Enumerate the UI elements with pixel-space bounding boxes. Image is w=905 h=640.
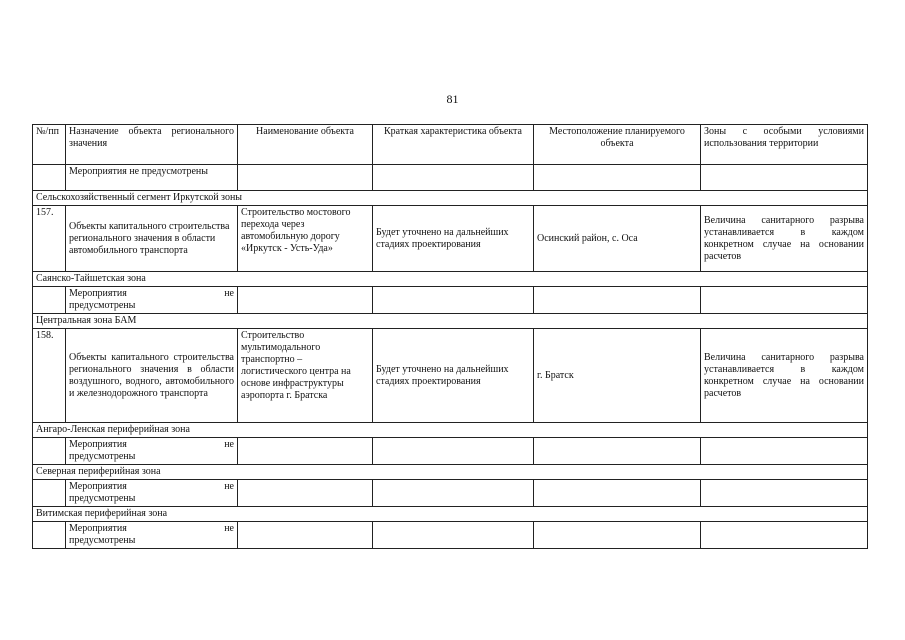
table-row-none — [33, 287, 868, 314]
planned-objects-table — [32, 124, 868, 549]
row-name: Строительство мостового перехода через автомобильную дорогу «Иркутск - Усть-Уда» — [238, 206, 373, 272]
table-header-row — [33, 125, 868, 165]
row-no-measures: Мероприятия не предусмотрены — [66, 480, 238, 507]
table-row-none — [33, 480, 868, 507]
section-row — [33, 423, 868, 438]
table-row-157 — [33, 206, 868, 272]
section-title: Саянско-Тайшетская зона — [33, 272, 868, 287]
row-name: Строительство мультимодального транспортно – логистического центра на основе инфраструктуры аэропорта г. Братска — [238, 329, 373, 423]
section-row — [33, 507, 868, 522]
header-location: Местоположение планируемого объекта — [534, 125, 701, 165]
row-zones: Величина санитарного разрыва устанавливается в каждом конкретном случае на основании расчетов — [701, 206, 868, 272]
row-purpose: Объекты капитального строительства регионального значения в области автомобильного транспорта — [66, 206, 238, 272]
section-title: Северная периферийная зона — [33, 465, 868, 480]
table-row-158 — [33, 329, 868, 423]
section-row — [33, 465, 868, 480]
row-num: 157. — [33, 206, 66, 272]
table-row-none — [33, 522, 868, 549]
section-row — [33, 314, 868, 329]
row-no-measures: Мероприятия не предусмотрены — [66, 287, 238, 314]
row-num: 158. — [33, 329, 66, 423]
header-num: №/пп — [33, 125, 66, 165]
section-title: Центральная зона БАМ — [33, 314, 868, 329]
section-title: Ангаро-Ленская периферийная зона — [33, 423, 868, 438]
header-purpose: Назначение объекта регионального значения — [66, 125, 238, 165]
section-row — [33, 272, 868, 287]
row-brief: Будет уточнено на дальнейших стадиях проектирования — [373, 206, 534, 272]
table-row-none — [33, 438, 868, 465]
row-no-measures: Мероприятия не предусмотрены — [66, 522, 238, 549]
row-purpose: Объекты капитального строительства регионального значения в области воздушного, водного, автомобильного и железнодорожного транспорта — [66, 329, 238, 423]
header-brief: Краткая характеристика объекта — [373, 125, 534, 165]
section-row — [33, 191, 868, 206]
table-row-continuation — [33, 165, 868, 191]
section-title: Витимская периферийная зона — [33, 507, 868, 522]
row-location: Осинский район, с. Оса — [534, 206, 701, 272]
row-zones: Величина санитарного разрыва устанавливается в каждом конкретном случае на основании расчетов — [701, 329, 868, 423]
row-no-measures: Мероприятия не предусмотрены — [66, 438, 238, 465]
continuation-text: Мероприятия не предусмотрены — [66, 165, 238, 191]
header-zones: Зоны с особыми условиями использования территории — [701, 125, 868, 165]
page-number: 81 — [446, 92, 459, 106]
header-name: Наименование объекта — [238, 125, 373, 165]
row-location: г. Братск — [534, 329, 701, 423]
row-brief: Будет уточнено на дальнейших стадиях проектирования — [373, 329, 534, 423]
section-title: Сельскохозяйственный сегмент Иркутской зоны — [33, 191, 868, 206]
